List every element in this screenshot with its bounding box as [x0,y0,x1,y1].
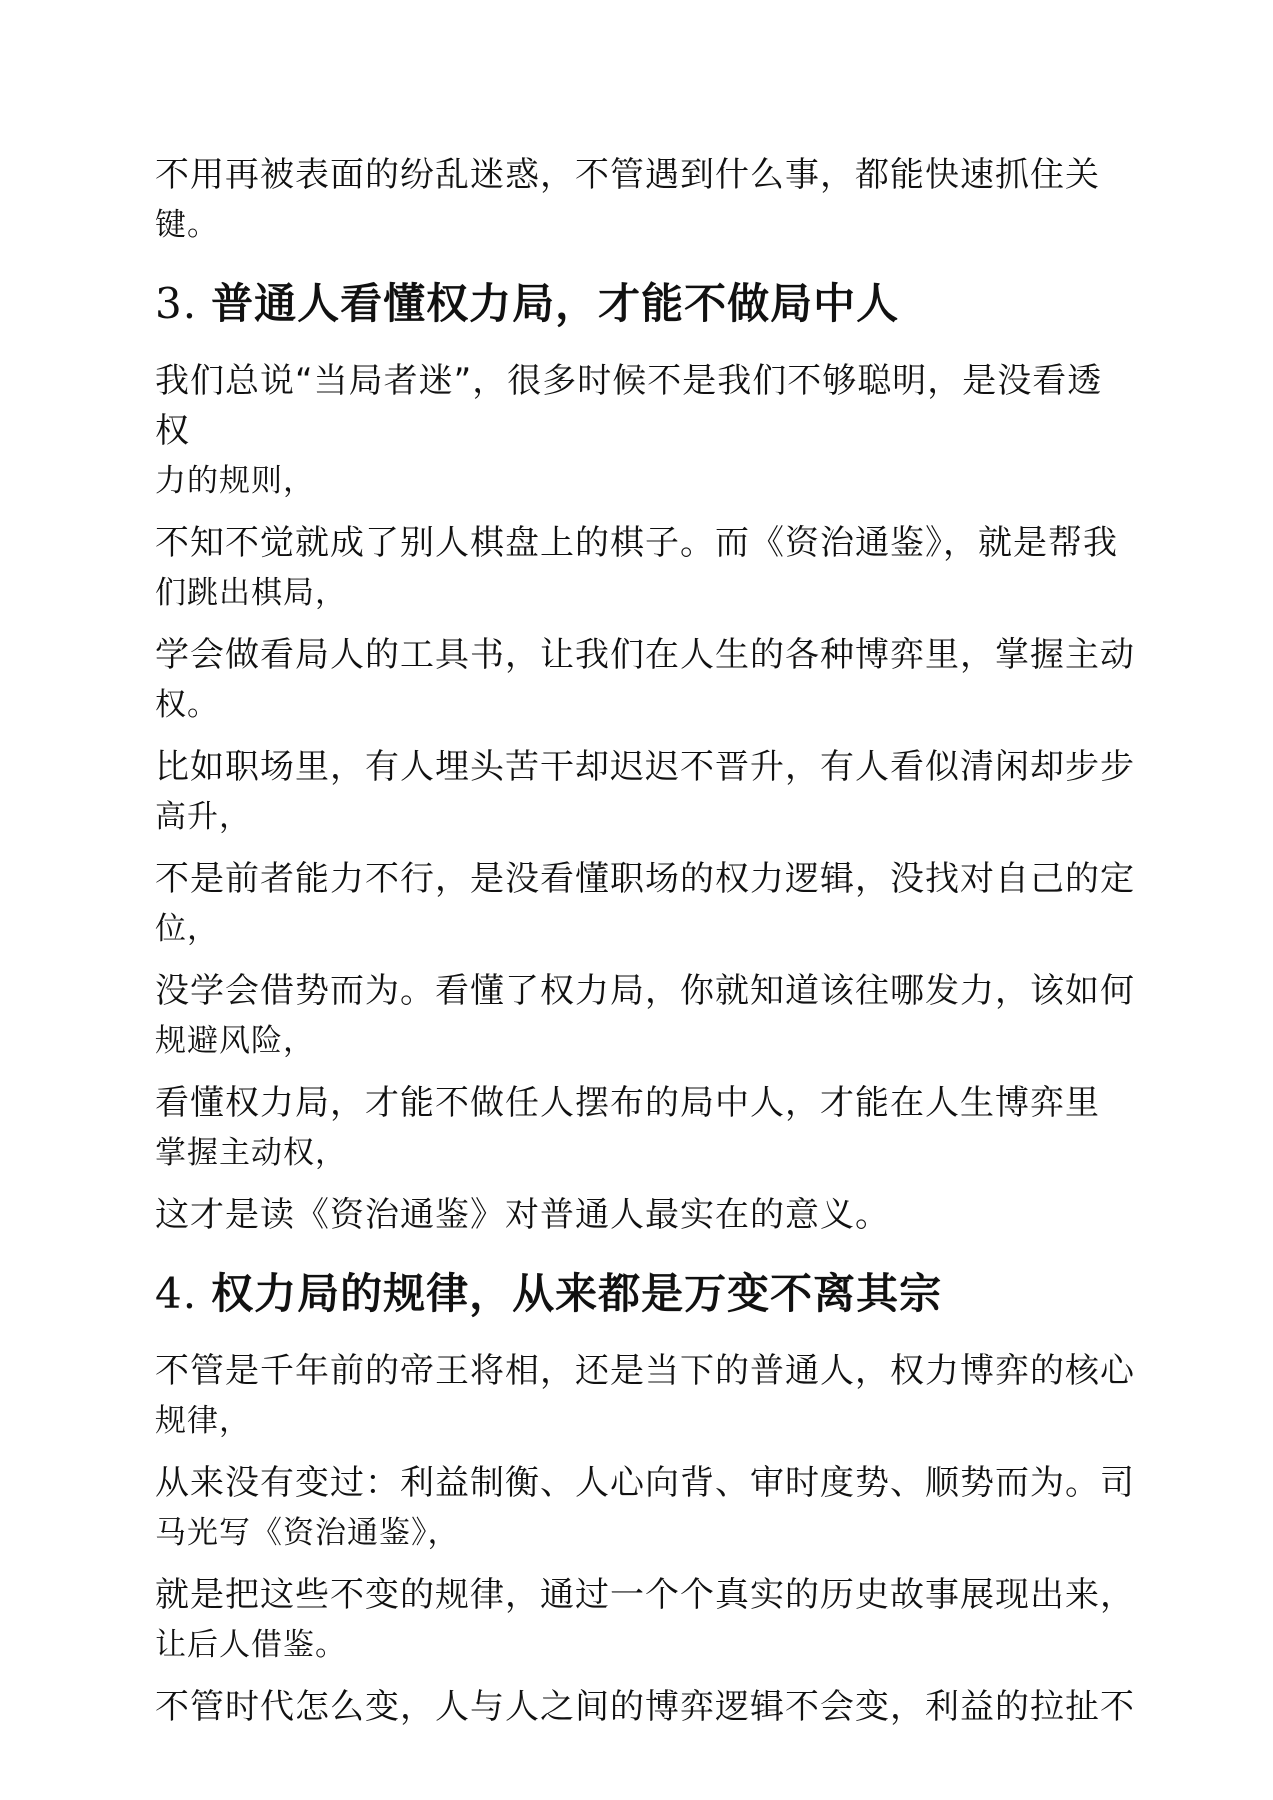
paragraph-line: 没学会借势而为。看懂了权力局，你就知道该往哪发力，该如何 [155,971,1135,1011]
paragraph [155,150,1135,250]
paragraph [155,356,1135,506]
paragraph-line: 权。 [155,687,219,723]
paragraph-line: 不用再被表面的纷乱迷惑，不管遇到什么事，都能快速抓住关 [155,155,1100,195]
section-heading [155,274,1135,334]
section-title: 权力局的规律，从来都是万变不离其宗 [211,1269,943,1318]
paragraph [155,966,1135,1066]
paragraph-line: 们跳出棋局， [155,575,347,611]
paragraph-line: 让后人借鉴。 [155,1627,347,1663]
document-page [155,150,1135,1744]
paragraph-line: 位， [155,911,219,947]
paragraph-line: 就是把这些不变的规律，通过一个个真实的历史故事展现出来， [155,1575,1135,1615]
section-number: 4. [155,1269,198,1318]
paragraph-line: 高升， [155,799,251,835]
paragraph-line: 规律， [155,1403,251,1439]
paragraph [155,518,1135,618]
paragraph [155,1570,1135,1670]
paragraph-line: 从来没有变过：利益制衡、人心向背、审时度势、顺势而为。司 [155,1463,1135,1503]
paragraph-line: 看懂权力局，才能不做任人摆布的局中人，才能在人生博弈里 [155,1083,1100,1123]
paragraph [155,1190,1135,1240]
paragraph [155,742,1135,842]
paragraph-line: 我们总说“当局者迷”，很多时候不是我们不够聪明，是没看透权 [155,361,1103,451]
paragraph-line: 力的规则， [155,463,315,499]
paragraph-line: 比如职场里，有人埋头苦干却迟迟不晋升，有人看似清闲却步步 [155,747,1135,787]
paragraph-line: 不管时代怎么变，人与人之间的博弈逻辑不会变，利益的拉扯不 [155,1687,1135,1727]
paragraph-line: 键。 [155,207,219,243]
paragraph-line: 掌握主动权， [155,1135,347,1171]
paragraph-line: 规避风险， [155,1023,315,1059]
section-number: 3. [155,279,198,328]
paragraph [155,1458,1135,1558]
section-heading [155,1264,1135,1324]
paragraph-line: 不知不觉就成了别人棋盘上的棋子。而《资治通鉴》，就是帮我 [155,523,1118,563]
section-title: 普通人看懂权力局，才能不做局中人 [211,279,900,328]
paragraph-line: 马光写《资治通鉴》， [155,1515,460,1551]
paragraph [155,1078,1135,1178]
paragraph [155,1346,1135,1446]
paragraph [155,854,1135,954]
paragraph-line: 不是前者能力不行，是没看懂职场的权力逻辑，没找对自己的定 [155,859,1135,899]
paragraph [155,630,1135,730]
paragraph-line: 不管是千年前的帝王将相，还是当下的普通人，权力博弈的核心 [155,1351,1135,1391]
paragraph-line: 这才是读《资治通鉴》对普通人最实在的意义。 [155,1195,890,1235]
paragraph-line: 学会做看局人的工具书，让我们在人生的各种博弈里，掌握主动 [155,635,1135,675]
paragraph [155,1682,1135,1732]
